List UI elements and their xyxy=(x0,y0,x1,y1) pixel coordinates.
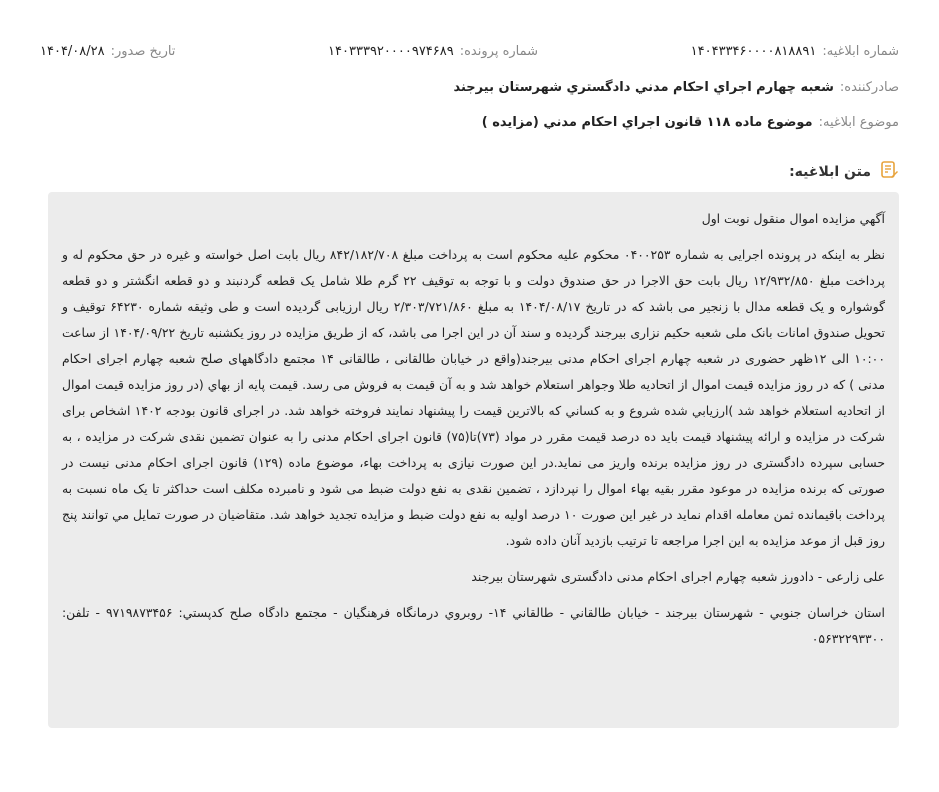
issuer-label: صادرکننده: xyxy=(839,80,899,95)
case-number xyxy=(328,44,538,59)
signer-line: علی زارعی - دادورز شعبه چهارم اجرای احکام مدنی دادگستری شهرستان بیرجند xyxy=(471,569,885,584)
notice-body-box xyxy=(48,192,899,728)
issuer-value: شعبه چهارم اجراي احكام مدني دادگستري شهرستان بيرجند xyxy=(453,80,834,95)
subject-value: موضوع ماده ۱۱۸ قانون اجراي احكام مدني (مزايده ) xyxy=(481,115,813,130)
notice-number xyxy=(691,44,899,59)
notice-paragraph: نظر به اینکه در پرونده اجرایی به شماره ۰۴۰۰۲۵۳ محکوم علیه محکوم است به پرداخت مبلغ ۸۴۲/۱۸۲/۷۰۸ ریال بابت اصل خواسته و غیره در حق محکوم له و پرداخت مبلغ ۱۲/۹۳۲/۸۵۰ ریال بابت حق الاجرا در حق صندوق دولت و با توجه به توقیف ۲۲ گرم طلا شامل یک قطعه گردنبند و دو قطعه انگشتر و دو قطعه گوشواره و یک قطعه مدال با زنجیر می باشد که در تاریخ ۱۴۰۴/۰۸/۱۷ به مبلغ ۲/۳۰۳/۷۲۱/۸۶۰ ریال ارزیابی گردیده است و طی وثیقه شماره ۶۴۲۳۰ توقیف و تحویل صندوق امانات بانک ملی شعبه حکیم نزاری بیرجند گردیده و سند آن در این اجرا می باشد، که از طریق مزایده در روز یکشنبه تاریخ ۱۴۰۴/۰۹/۲۲ از ساعت ۱۰:۰۰ الی ۱۲ظهر حضوری در شعبه چهارم اجرای احکام مدنی بیرجند(واقع در خیابان طالقانی ، طالقانی ۱۴ مجتمع دادگاههای صلح شعبه چهارم اجرای احکام مدنی ) که در روز مزایده قیمت اموال از اتحادیه طلا وجواهر استعلام خواهد شد و به آن قیمت به فروش می رسد. قيمت پايه از بهاي (در روز مزایده قیمت اموال از اتحادیه استعلام خواهد شد )ارزيابي شده شروع و به كساني كه بالاترين قيمت را پيشنهاد نمايند فروخته خواهد شد. در اجرای قانون بودجه ۱۴۰۲ اشخاص برای شرکت در مزایده و ارائه پیشنهاد قیمت باید ده درصد قیمت مقرر در مواد (۷۳)تا(۷۵) قانون اجرای احکام مدنی را به عنوان تضمین نقدی شرکت در مزایده ، به حسابی سپرده دادگستری در روز مزایده برنده واریز می نماید.در این صورت نیازی به پرداخت بهاء، موضوع ماده (۱۲۹) قانون اجرای احکام مدنی نیست در صورتی که برنده مزایده در موعود مقرر بقیه بهاء اموال را نپردازد ، تضمین نقدی به نفع دولت ضبط می شود و نامبرده مکلف است حداکثر تا یک ماه نسبت به پرداخت باقیمانده ثمن معامله اقدام نماید در غیر این صورت ۱۰ درصد اولیه به نفع دولت ضبط و مزایده تجدید خواهد شد. متقاضيان در صورت تمايل مي توانند پنج روز قبل از موعد مزايده به اين اجرا مراجعه تا ترتيب بازديد آنان داده شود. xyxy=(62,247,886,548)
issue-date-value: ۱۴۰۴/۰۸/۲۸ xyxy=(40,44,105,59)
notice-number-value: ۱۴۰۴۳۳۴۶۰۰۰۰۸۱۸۸۹۱ xyxy=(690,44,817,59)
body-section-title xyxy=(789,160,899,184)
ad-title: آگهي مزايده اموال منقول نوبت اول xyxy=(701,211,885,226)
case-number-label: شماره پرونده: xyxy=(459,44,539,59)
header-meta-row xyxy=(40,44,899,59)
subject-label: موضوع ابلاغیه: xyxy=(818,115,899,130)
issue-date xyxy=(40,44,175,59)
issuer-row xyxy=(453,80,899,95)
document-edit-icon xyxy=(879,160,899,184)
notice-number-label: شماره ابلاغیه: xyxy=(822,44,899,59)
subject-row xyxy=(482,115,899,130)
address-line: استان خراسان جنوبي - شهرستان بيرجند - خيابان طالقاني - طالقاني ۱۴- روبروي درمانگاه فرهنگيان - مجتمع دادگاه صلح کدپستي: ۹۷۱۹۸۷۳۴۵۶ - تلفن: ۰۵۶۳۲۲۹۳۳۰۰ xyxy=(62,605,885,646)
body-section-title-text: متن ابلاغیه: xyxy=(789,164,871,180)
case-number-value: ۱۴۰۳۳۳۹۲۰۰۰۰۹۷۴۶۸۹ xyxy=(328,44,454,59)
issue-date-label: تاریخ صدور: xyxy=(110,44,176,59)
